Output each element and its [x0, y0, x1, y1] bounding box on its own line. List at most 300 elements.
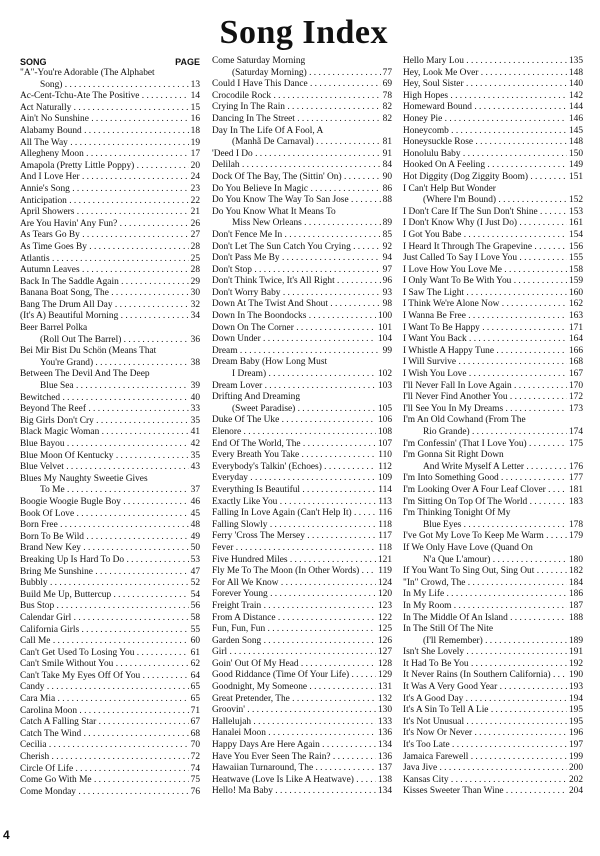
index-entry	[20, 578, 200, 590]
entry-line	[20, 207, 200, 219]
entry-line	[212, 786, 392, 798]
entry-line	[403, 752, 583, 764]
entry-line	[20, 497, 200, 509]
entry-line	[20, 567, 200, 579]
song-title: I'm Looking Over A Four Leaf Clover . . .	[403, 485, 567, 497]
entry-line	[212, 427, 392, 439]
page-ref: 192	[568, 658, 583, 669]
entry-line	[20, 613, 200, 625]
entry-line	[403, 207, 583, 219]
song-title: And I Love Her . . .	[20, 172, 189, 184]
page-ref: 40	[190, 392, 200, 403]
song-title: Honey Pie . . .	[403, 114, 567, 126]
page-ref: 190	[568, 670, 583, 681]
index-entry	[212, 114, 392, 126]
index-entry	[403, 508, 583, 531]
song-title: Bang The Drum All Day . . .	[20, 300, 189, 312]
page-ref: 25	[190, 253, 200, 264]
page-ref: 196	[568, 728, 583, 739]
song-title: Five Hundred Miles . . .	[212, 555, 376, 567]
index-entry	[20, 277, 200, 289]
page-ref: 20	[190, 160, 200, 171]
song-title: Dock Of The Bay, The (Sittin' On) . . .	[212, 172, 381, 184]
entry-line	[212, 439, 392, 451]
song-title: Every Breath You Take . . .	[212, 450, 376, 462]
song-title-line: I'm Gonna Sit Right Down	[403, 450, 504, 461]
entry-line	[212, 265, 392, 277]
index-entry	[403, 369, 583, 381]
song-title: I'm Into Something Good . . .	[403, 473, 567, 485]
page-ref: 189	[568, 635, 583, 646]
page-ref: 162	[568, 299, 583, 310]
song-title: (Sweet Paradise) . . .	[232, 404, 376, 416]
entry-line	[20, 91, 200, 103]
page-ref: 109	[377, 473, 392, 484]
index-entry	[403, 694, 583, 706]
entry-line	[20, 740, 200, 752]
entry-line	[403, 566, 583, 578]
song-title: I Wish You Love . . .	[403, 369, 567, 381]
index-column-1	[20, 56, 200, 798]
index-entry	[403, 299, 583, 311]
page-ref: 78	[382, 90, 392, 101]
entry-line	[20, 509, 200, 521]
song-title: Ferry 'Cross The Mersey . . .	[212, 531, 376, 543]
song-title: I Only Want To Be With You . . .	[403, 276, 567, 288]
song-title: Down Under . . .	[212, 334, 376, 346]
page-ref: 130	[377, 705, 392, 716]
index-entry	[212, 473, 392, 485]
song-title-line: I Can't Help But Wonder	[403, 183, 496, 194]
song-title: In The Middle Of An Island . . .	[403, 613, 567, 625]
index-entry	[212, 508, 392, 520]
song-title: End Of The World, The . . .	[212, 439, 376, 451]
entry-line	[403, 126, 583, 138]
song-title: Allegheny Moon . . .	[20, 149, 189, 161]
entry-line	[212, 276, 392, 288]
page-ref: 191	[568, 647, 583, 658]
entry-line	[20, 590, 200, 602]
song-title: I'm Confessin' (That I Love You) . . .	[403, 439, 567, 451]
page-ref: 152	[568, 195, 583, 206]
page-ref: 46	[190, 496, 200, 507]
song-title: Are You Havin' Any Fun? . . .	[20, 219, 189, 231]
entry-line	[403, 497, 583, 509]
entry-line	[20, 381, 200, 393]
index-entry	[212, 520, 392, 532]
entry-line	[403, 728, 583, 740]
song-title: (Manhã De Carnaval) . . .	[232, 137, 381, 149]
song-title: Girl . . .	[212, 647, 376, 659]
song-header: SONG	[20, 57, 47, 67]
entry-line	[212, 381, 392, 393]
song-title: Come Go With Me . . .	[20, 775, 189, 787]
entry-line	[20, 404, 200, 416]
page-ref: 16	[190, 114, 200, 125]
index-entry	[212, 79, 392, 91]
song-title: Blue Bayou . . .	[20, 439, 189, 451]
page-ref: 197	[568, 740, 583, 751]
entry-line	[20, 219, 200, 231]
song-title: Big Girls Don't Cry . . .	[20, 416, 189, 428]
entry-line	[20, 601, 200, 613]
index-entry	[20, 161, 200, 173]
entry-line	[212, 578, 392, 590]
page-ref: 148	[568, 137, 583, 148]
index-entry	[403, 670, 583, 682]
index-entry	[20, 648, 200, 660]
song-title: It Had To Be You . . .	[403, 659, 567, 671]
entry-line	[212, 520, 392, 532]
index-entry	[20, 369, 200, 392]
entry-line	[212, 149, 392, 161]
page-ref: 29	[190, 276, 200, 287]
index-entry	[212, 288, 392, 300]
entry-line	[20, 625, 200, 637]
song-title: Elenore . . .	[212, 427, 376, 439]
song-title-line: "A"-You're Adorable (The Alphabet	[20, 68, 155, 78]
page-ref: 131	[377, 682, 392, 693]
page-ref: 49	[190, 531, 200, 542]
song-title: (Where I'm Bound) . . .	[423, 195, 567, 207]
index-entry	[212, 763, 392, 775]
page-ref: 161	[568, 218, 583, 229]
song-title-line: Bei Mir Bist Du Schön (Means That	[20, 346, 157, 357]
page-ref: 84	[382, 160, 392, 171]
entry-line	[403, 265, 583, 277]
page-ref: 168	[568, 357, 583, 368]
entry-line	[212, 357, 392, 369]
entry-line	[20, 648, 200, 660]
song-title: Born Free . . .	[20, 520, 189, 532]
page-ref: 142	[568, 90, 583, 101]
song-title: Atlantis . . .	[20, 254, 189, 266]
song-title: Rio Grande) . . .	[423, 427, 567, 439]
song-title: Crying In The Rain . . .	[212, 102, 381, 114]
page-ref: 186	[568, 589, 583, 600]
entry-line	[212, 334, 392, 346]
index-entry	[403, 137, 583, 149]
index-entry	[20, 323, 200, 346]
song-title: Book Of Love . . .	[20, 509, 189, 521]
song-title: Goin' Out Of My Head . . .	[212, 659, 376, 671]
page-ref: 175	[568, 438, 583, 449]
page-ref: 47	[190, 566, 200, 577]
entry-line	[403, 195, 583, 207]
page-ref: 177	[568, 473, 583, 484]
song-title: Falling In Love Again (Can't Help It) . . .	[212, 508, 376, 520]
page-ref: 172	[568, 392, 583, 403]
entry-line	[403, 56, 583, 68]
index-entry	[212, 740, 392, 752]
index-entry	[212, 682, 392, 694]
index-entry	[20, 717, 200, 729]
entry-line	[212, 775, 392, 787]
song-title: Boogie Woogie Bugle Boy . . .	[20, 497, 189, 509]
entry-line	[212, 242, 392, 254]
page-ref: 145	[568, 125, 583, 136]
song-title: Anticipation . . .	[20, 196, 189, 208]
song-title: Calendar Girl . . .	[20, 613, 189, 625]
song-title: Hey, Look Me Over . . .	[403, 68, 567, 80]
index-entry	[403, 613, 583, 625]
index-entry	[212, 299, 392, 311]
index-entry	[212, 311, 392, 323]
entry-line	[20, 729, 200, 741]
page-ref: 99	[382, 345, 392, 356]
entry-line	[20, 543, 200, 555]
index-entry	[20, 451, 200, 463]
page-ref: 35	[190, 450, 200, 461]
index-entry	[212, 450, 392, 462]
entry-line	[403, 508, 583, 520]
page-ref: 55	[190, 624, 200, 635]
song-title: Candy . . .	[20, 682, 189, 694]
song-title: Down On The Corner . . .	[212, 323, 376, 335]
index-entry	[403, 172, 583, 184]
page-ref: 163	[568, 311, 583, 322]
index-entry	[20, 752, 200, 764]
entry-line	[20, 335, 200, 347]
song-title: Dancing In The Street . . .	[212, 114, 381, 126]
song-title: Do You Know The Way To San Jose . . .	[212, 195, 381, 207]
page-ref: 43	[190, 462, 200, 473]
song-title: Don't Let The Sun Catch You Crying . . .	[212, 242, 381, 254]
song-title-line: Day In The Life Of A Fool, A	[212, 125, 324, 136]
page-ref: 91	[382, 148, 392, 159]
page-ref: 39	[190, 381, 200, 392]
index-entry	[212, 357, 392, 380]
entry-line	[212, 647, 392, 659]
page-ref: 174	[568, 427, 583, 437]
page-ref: 125	[377, 624, 392, 635]
entry-list	[403, 56, 583, 798]
song-title: Can't Take My Eyes Off Of You . . .	[20, 671, 189, 683]
page-ref: 204	[568, 786, 583, 797]
page-ref: 184	[568, 577, 583, 588]
song-title: I Want You Back . . .	[403, 334, 567, 346]
index-entry	[212, 578, 392, 590]
entry-line	[20, 485, 200, 497]
index-entry	[20, 775, 200, 787]
page-ref: 133	[377, 716, 392, 727]
index-entry	[403, 647, 583, 659]
entry-line	[212, 160, 392, 172]
entry-line	[403, 288, 583, 300]
entry-line	[212, 636, 392, 648]
entry-line	[20, 311, 200, 323]
page-ref: 14	[190, 91, 200, 102]
song-title: Hawaiian Turnaround, The . . .	[212, 763, 376, 775]
page-ref: 178	[568, 519, 583, 530]
index-entry	[20, 636, 200, 648]
page-ref: 36	[190, 334, 200, 345]
song-title: I Love How You Love Me . . .	[403, 265, 567, 277]
entry-line	[403, 149, 583, 161]
song-title: Beyond The Reef . . .	[20, 404, 189, 416]
page-ref: 28	[190, 241, 200, 252]
page-ref: 89	[382, 218, 392, 229]
song-title: I Dream) . . .	[232, 369, 376, 381]
page-ref: 77	[382, 67, 392, 78]
index-entry	[20, 91, 200, 103]
entry-line	[212, 323, 392, 335]
song-title-line: Between The Devil And The Deep	[20, 369, 150, 380]
page-ref: 60	[190, 636, 200, 647]
index-entry	[212, 775, 392, 787]
entry-line	[403, 381, 583, 393]
page-ref: 113	[378, 496, 392, 507]
song-title: And Write Myself A Letter . . .	[423, 462, 567, 474]
index-entry	[20, 694, 200, 706]
song-title: It Was A Very Good Year . . .	[403, 682, 567, 694]
index-entry	[20, 509, 200, 521]
index-entry	[403, 450, 583, 473]
entry-line	[20, 230, 200, 242]
entry-line	[20, 682, 200, 694]
song-title: Hello Mary Lou . . .	[403, 56, 567, 68]
index-entry	[20, 219, 200, 231]
page-ref: 69	[382, 79, 392, 90]
page-ref: 117	[378, 531, 392, 542]
index-entry	[403, 775, 583, 787]
page-ref: 90	[382, 171, 392, 182]
song-title: As Time Goes By . . .	[20, 242, 189, 254]
index-entry	[20, 462, 200, 474]
index-entry	[20, 68, 200, 91]
song-title: Happy Days Are Here Again . . .	[212, 740, 376, 752]
index-entry	[20, 532, 200, 544]
entry-line	[403, 184, 583, 196]
index-entry	[212, 543, 392, 555]
index-entry	[212, 195, 392, 207]
song-title: Amapola (Pretty Little Poppy) . . .	[20, 161, 189, 173]
page-ref: 101	[377, 322, 392, 333]
index-entry	[212, 566, 392, 578]
page-ref: 128	[377, 658, 392, 669]
song-title: To Me . . .	[40, 485, 189, 497]
index-entry	[212, 601, 392, 613]
entry-line	[20, 578, 200, 590]
song-title: From A Distance . . .	[212, 613, 376, 625]
index-entry	[212, 160, 392, 172]
index-entry	[20, 520, 200, 532]
entry-line	[212, 102, 392, 114]
index-entry	[212, 659, 392, 671]
entry-line	[212, 543, 392, 555]
song-title: Can't Smile Without You . . .	[20, 659, 189, 671]
page-ref: 155	[568, 253, 583, 264]
song-title: Goodnight, My Someone . . .	[212, 682, 376, 694]
index-entry	[212, 207, 392, 230]
song-title: I Whistle A Happy Tune . . .	[403, 346, 567, 358]
index-entry	[20, 625, 200, 637]
index-entry	[212, 589, 392, 601]
page-ref: 61	[190, 647, 200, 658]
entry-line	[403, 682, 583, 694]
entry-line	[212, 172, 392, 184]
index-entry	[212, 346, 392, 358]
index-entry	[403, 357, 583, 369]
index-entry	[20, 114, 200, 126]
index-entry	[212, 728, 392, 740]
page-ref: 202	[568, 774, 583, 785]
entry-line	[212, 207, 392, 219]
page-ref: 13	[190, 79, 200, 90]
index-column-3	[403, 56, 583, 798]
entry-line	[403, 462, 583, 474]
entry-line	[403, 520, 583, 532]
entry-line	[212, 450, 392, 462]
page-ref: 27	[190, 230, 200, 241]
page-ref: 38	[190, 357, 200, 368]
song-title: Forever Young . . .	[212, 589, 376, 601]
entry-line	[20, 277, 200, 289]
page-ref: 34	[190, 311, 200, 322]
song-title-line: Beer Barrel Polka	[20, 323, 88, 334]
index-entry	[20, 184, 200, 196]
entry-line	[403, 763, 583, 775]
entry-line	[403, 91, 583, 103]
song-title: Garden Song . . .	[212, 636, 376, 648]
page-ref: 199	[568, 751, 583, 762]
page-ref: 103	[377, 380, 392, 391]
index-entry	[212, 624, 392, 636]
index-entry	[212, 694, 392, 706]
page-ref: 134	[377, 786, 392, 797]
index-entry	[212, 462, 392, 474]
index-entry	[403, 578, 583, 590]
song-title: It's A Sin To Tell A Lie . . .	[403, 705, 567, 717]
page-ref: 94	[382, 253, 392, 264]
entry-line	[20, 323, 200, 335]
page-ref: 119	[378, 566, 392, 577]
entry-line	[20, 300, 200, 312]
entry-line	[20, 474, 200, 486]
entry-line	[212, 91, 392, 103]
entry-line	[20, 138, 200, 150]
index-entry	[403, 728, 583, 740]
song-title: Could I Have This Dance . . .	[212, 79, 381, 91]
entry-line	[20, 346, 200, 358]
index-column-2	[212, 56, 392, 798]
song-title: Don't Think Twice, It's All Right . . .	[212, 276, 381, 288]
entry-line	[403, 647, 583, 659]
entry-line	[212, 311, 392, 323]
song-title: Do You Believe In Magic . . .	[212, 184, 381, 196]
entry-line	[212, 473, 392, 485]
entry-line	[403, 659, 583, 671]
page-ref: 54	[190, 589, 200, 600]
page-ref: 123	[377, 600, 392, 611]
entry-line	[20, 439, 200, 451]
song-title-line: I'm Thinking Tonight Of My	[403, 508, 511, 519]
index-entry	[212, 415, 392, 427]
entry-line	[212, 415, 392, 427]
entry-line	[212, 740, 392, 752]
index-entry	[403, 485, 583, 497]
song-title: Delilah . . .	[212, 160, 381, 172]
page-ref: 33	[190, 404, 200, 415]
page-ref: 183	[568, 496, 583, 507]
index-entry	[212, 242, 392, 254]
page-ref: 30	[190, 288, 200, 299]
page-ref: 108	[377, 427, 392, 437]
song-title: Hooked On A Feeling . . .	[403, 160, 567, 172]
page-ref: 179	[568, 531, 583, 542]
entry-line	[403, 160, 583, 172]
song-title: (It's A) Beautiful Morning . . .	[20, 311, 189, 323]
